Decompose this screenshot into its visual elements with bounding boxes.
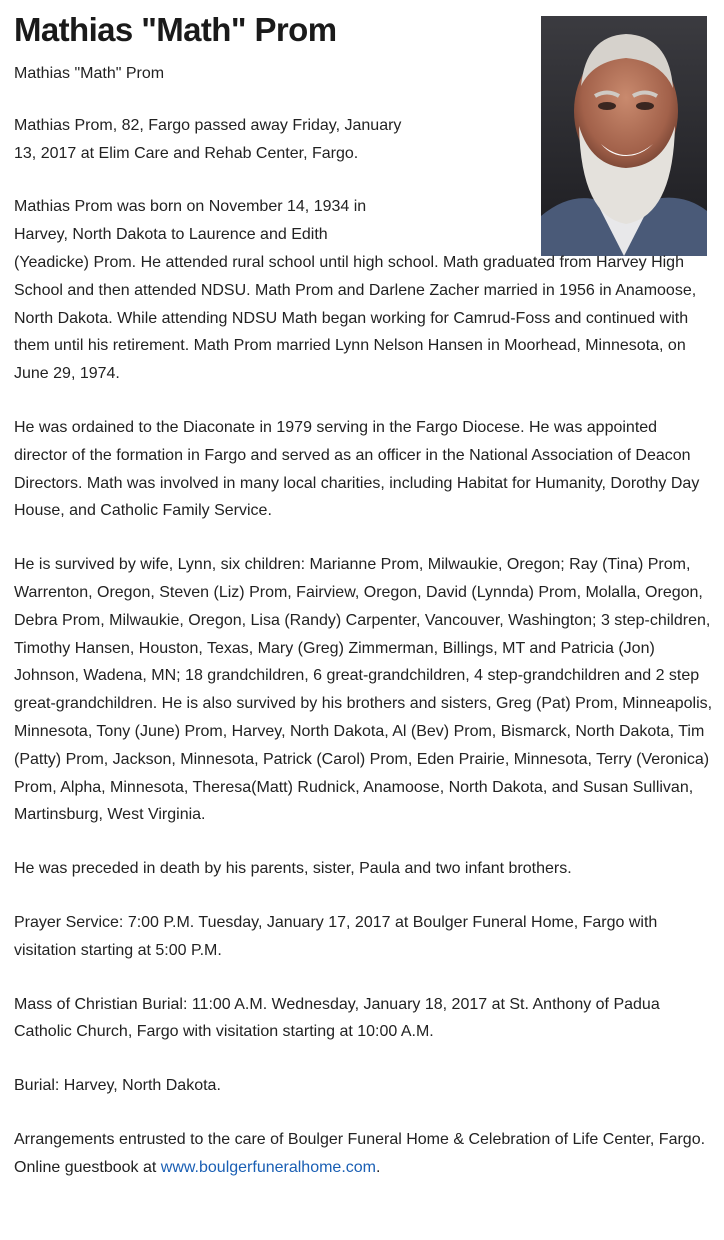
paragraph-preceded: He was preceded in death by his parents, sister, Paula and two infant brothers. bbox=[14, 860, 572, 878]
paragraph-arrangements bbox=[14, 1126, 714, 1182]
paragraph-death-notice: Mathias Prom, 82, Fargo passed away Friday, January 13, 2017 at Elim Care and Rehab Center, Fargo. bbox=[14, 116, 402, 162]
paragraph-biography-start: Mathias Prom was born on November 14, 1934 in Harvey, North Dakota to Laurence and Edith bbox=[14, 198, 367, 244]
obituary-body bbox=[14, 60, 714, 1208]
page-title: Mathias "Math" Prom bbox=[14, 11, 337, 48]
paragraph-prayer-service: Prayer Service: 7:00 P.M. Tuesday, January 17, 2017 at Boulger Funeral Home, Fargo with visitation starting at 5:00 P.M. bbox=[14, 913, 658, 959]
arrangements-end: . bbox=[375, 1158, 381, 1176]
subtitle: Mathias "Math" Prom bbox=[14, 65, 165, 82]
paragraph-biography bbox=[14, 193, 714, 388]
paragraph-mass: Mass of Christian Burial: 11:00 A.M. Wednesday, January 18, 2017 at St. Anthony of Padua Catholic Church, Fargo with visitation starting at 10:00 A.M. bbox=[14, 995, 660, 1041]
paragraph-survivors: He is survived by wife, Lynn, six children: Marianne Prom, Milwaukie, Oregon; Ray (Tina) Prom, Warrenton, Oregon, Steven (Liz) Prom, Fairview, Oregon, David (Lynnda) Prom, Molalla, Oregon, Debra Prom, Milwaukie, Oregon, Lisa (Randy) Carpenter, Vancouver, Washington; 3 step-children, Timothy Hansen, Houston, Texas, Mary (Greg) Zimmerman, Billings, MT and Patricia (Jon) Johnson, Wadena, MN; 18 grandchildren, 6 great-grandchildren, 4 step-grandchildren and 2 step great-grandchildren. He is also survived by his brothers and sisters, Greg (Pat) Prom, Minneapolis, Minnesota, Tony (June) Prom, Harvey, North Dakota, Al (Bev) Prom, Bismarck, North Dakota, Tim (Patty) Prom, Jackson, Minnesota, Patrick (Carol) Prom, Eden Prairie, Minnesota, Terry (Veronica) Prom, Alpha, Minnesota, Theresa(Matt) Rudnick, Anamoose, North Dakota, and Susan Sullivan, Martinsburg, West Virginia. bbox=[14, 556, 713, 824]
paragraph-burial: Burial: Harvey, North Dakota. bbox=[14, 1077, 221, 1095]
paragraph-ministry: He was ordained to the Diaconate in 1979 serving in the Fargo Diocese. He was appointed director of the formation in Fargo and served as an officer in the National Association of Deacon Directors. Math was involved in many local charities, including Habitat for Humanity, Dorothy Day House, and Catholic Family Service. bbox=[14, 418, 700, 520]
paragraph-biography-rest: (Yeadicke) Prom. He attended rural school until high school. Math graduated from Harvey High School and then attended NDSU. Math Prom and Darlene Zacher married in 1956 in Anamoose, North Dakota. While attending NDSU Math began working for Camrud-Foss and continued with them until his retirement. Math Prom married Lynn Nelson Hansen in Moorhead, Minnesota, on June 29, 1974. bbox=[14, 253, 697, 383]
arrangements-text: Arrangements entrusted to the care of Boulger Funeral Home & Celebration of Life Center, Fargo. Online guestbook at bbox=[14, 1130, 706, 1176]
guestbook-link[interactable]: www.boulgerfuneralhome.com bbox=[160, 1158, 376, 1176]
